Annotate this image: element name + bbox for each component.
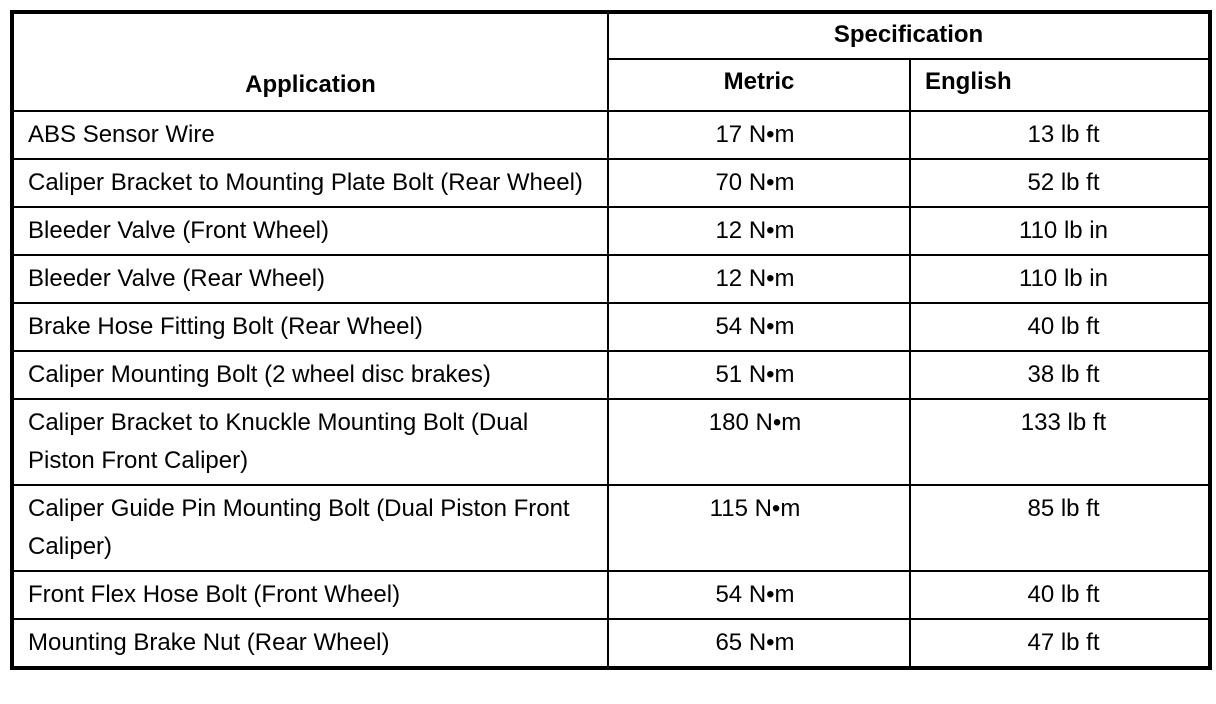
application-cell: Caliper Guide Pin Mounting Bolt (Dual Piston Front Caliper) [12, 485, 608, 571]
metric-cell: 51 N•m [608, 351, 910, 399]
english-cell: 47 lb ft [910, 619, 1210, 668]
metric-header: Metric [608, 59, 910, 111]
table-row [12, 207, 1210, 255]
metric-cell: 12 N•m [608, 207, 910, 255]
application-cell: Mounting Brake Nut (Rear Wheel) [12, 619, 608, 668]
english-header: English [910, 59, 1210, 111]
english-cell: 40 lb ft [910, 303, 1210, 351]
application-header: Application [12, 12, 608, 111]
metric-cell: 54 N•m [608, 571, 910, 619]
application-cell: Bleeder Valve (Front Wheel) [12, 207, 608, 255]
english-cell: 85 lb ft [910, 485, 1210, 571]
english-cell: 40 lb ft [910, 571, 1210, 619]
torque-specification-table [10, 10, 1212, 670]
metric-cell: 54 N•m [608, 303, 910, 351]
application-cell: Front Flex Hose Bolt (Front Wheel) [12, 571, 608, 619]
metric-cell: 12 N•m [608, 255, 910, 303]
metric-cell: 70 N•m [608, 159, 910, 207]
application-cell: Caliper Bracket to Knuckle Mounting Bolt (Dual Piston Front Caliper) [12, 399, 608, 485]
table-row [12, 255, 1210, 303]
table-row [12, 303, 1210, 351]
english-cell: 133 lb ft [910, 399, 1210, 485]
specification-header: Specification [608, 12, 1210, 59]
metric-cell: 115 N•m [608, 485, 910, 571]
table-row [12, 485, 1210, 571]
english-cell: 38 lb ft [910, 351, 1210, 399]
metric-cell: 65 N•m [608, 619, 910, 668]
metric-cell: 180 N•m [608, 399, 910, 485]
english-cell: 110 lb in [910, 207, 1210, 255]
metric-cell: 17 N•m [608, 111, 910, 159]
english-cell: 52 lb ft [910, 159, 1210, 207]
application-cell: Brake Hose Fitting Bolt (Rear Wheel) [12, 303, 608, 351]
table-row [12, 571, 1210, 619]
table-row [12, 619, 1210, 668]
english-cell: 110 lb in [910, 255, 1210, 303]
application-cell: Bleeder Valve (Rear Wheel) [12, 255, 608, 303]
english-cell: 13 lb ft [910, 111, 1210, 159]
table-row [12, 351, 1210, 399]
application-cell: Caliper Mounting Bolt (2 wheel disc brakes) [12, 351, 608, 399]
table-row [12, 159, 1210, 207]
application-cell: ABS Sensor Wire [12, 111, 608, 159]
table-row [12, 399, 1210, 485]
application-cell: Caliper Bracket to Mounting Plate Bolt (Rear Wheel) [12, 159, 608, 207]
table-row [12, 111, 1210, 159]
